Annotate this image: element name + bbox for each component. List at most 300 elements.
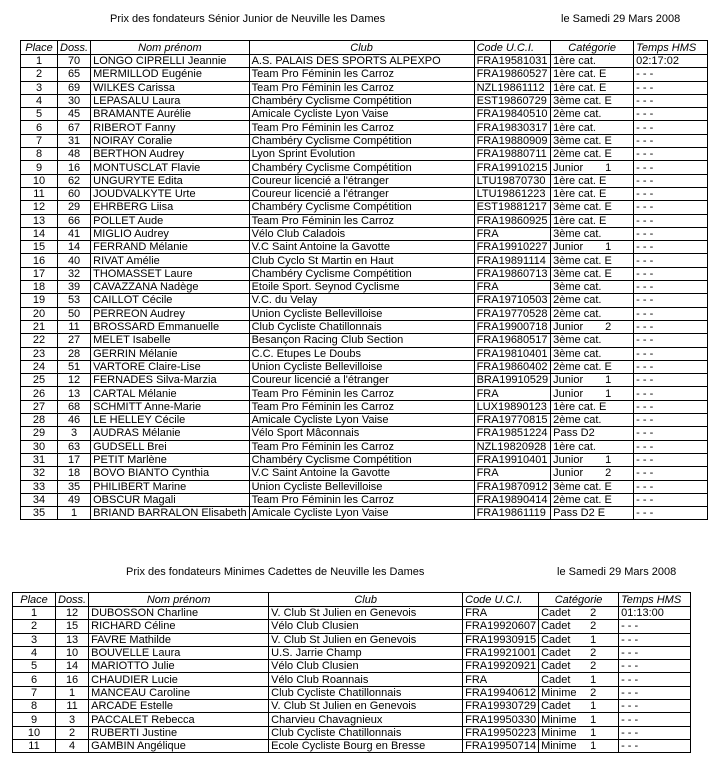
categorie-label: Junior [553,387,584,400]
cell-code-uci: FRA19581031 [474,55,551,68]
cell-club: Lyon Sprint Evolution [249,148,474,161]
categorie-level: 1 [590,700,597,713]
table-row [21,281,708,294]
cell-nom: BRIAND BARRALON Elisabeth [91,507,249,520]
cell-temps: - - - [619,739,691,752]
cell-code-uci: FRA19770815 [474,414,551,427]
cell-place: 11 [21,187,58,200]
cell-temps: - - - [634,320,708,333]
table-header-row [13,593,691,607]
cell-code-uci: FRA [463,607,539,620]
cell-temps: - - - [634,493,708,506]
cell-place: 35 [21,507,58,520]
table-row [21,414,708,427]
cell-nom: JOUDVALKYTE Urte [91,187,249,200]
cell-place: 27 [21,400,58,413]
categorie-label: 1ère cat. [553,55,596,68]
cell-club: Team Pro Féminin les Carroz [249,68,474,81]
cell-place: 10 [21,174,58,187]
categorie-label: 3ème cat. E [553,201,612,214]
categorie-label: Junior [553,454,584,467]
cell-categorie [551,320,634,333]
cell-club: V.C Saint Antoine la Gavotte [249,467,474,480]
cell-nom: UNGURYTE Edita [91,174,249,187]
cell-place: 15 [21,241,58,254]
cell-categorie [551,187,634,200]
cell-place: 29 [21,427,58,440]
table-row [13,726,691,739]
results-table-minimes-cadettes [12,592,691,753]
categorie-label: Cadet [541,620,571,633]
categorie-label: Junior [553,374,584,387]
cell-temps: - - - [619,620,691,633]
cell-club: A.S. PALAIS DES SPORTS ALPEXPO [249,55,474,68]
table-row [21,55,708,68]
categorie-label: 3ème cat. [553,347,602,360]
cell-categorie [551,414,634,427]
categorie-level: 2 [590,607,597,620]
categorie-label: Minime [541,686,577,699]
cell-doss: 11 [58,320,91,333]
categorie-label: 2ème cat. E [553,360,612,373]
cell-place: 9 [13,713,56,726]
cell-code-uci: LUX19890123 [474,400,551,413]
cell-temps: - - - [634,187,708,200]
cell-doss: 62 [58,174,91,187]
cell-nom: BRAMANTE Aurélie [91,108,249,121]
cell-doss: 13 [58,387,91,400]
cell-club: Vélo Club Clusien [269,620,463,633]
cell-temps: - - - [634,480,708,493]
cell-place: 20 [21,307,58,320]
cell-place: 6 [21,121,58,134]
cell-nom: RICHARD Céline [89,620,269,633]
cell-place: 8 [13,700,56,713]
cell-nom: NOIRAY Coralie [91,134,249,147]
table-row [21,241,708,254]
categorie-label: Junior [553,241,584,254]
cell-nom: EHRBERG Liisa [91,201,249,214]
cell-categorie [539,726,619,739]
cell-code-uci: FRA19680517 [474,334,551,347]
cell-categorie [551,94,634,107]
cell-code-uci: FRA19710503 [474,294,551,307]
cell-categorie [551,55,634,68]
cell-nom: AUDRAS Mélanie [91,427,249,440]
cell-categorie [551,480,634,493]
categorie-level: 1 [590,740,597,753]
categorie-level: 1 [605,374,612,387]
cell-club: Etoile Sport. Seynod Cyclisme [249,281,474,294]
table-row [21,161,708,174]
cell-doss: 2 [56,726,89,739]
cell-doss: 10 [56,646,89,659]
cell-temps: - - - [634,334,708,347]
table-row [21,374,708,387]
table-row [13,713,691,726]
cell-club: V. Club St Julien en Genevois [269,700,463,713]
cell-nom: GERRIN Mélanie [91,347,249,360]
cell-categorie [551,161,634,174]
categorie-level: 1 [605,161,612,174]
cell-club: Team Pro Féminin les Carroz [249,121,474,134]
categorie-level: 1 [590,673,597,686]
table-row [21,148,708,161]
cell-code-uci: FRA19910227 [474,241,551,254]
cell-categorie [551,453,634,466]
cell-club: Team Pro Féminin les Carroz [249,387,474,400]
cell-doss: 46 [58,414,91,427]
cell-nom: CARTAL Mélanie [91,387,249,400]
cell-nom: CAILLOT Cécile [91,294,249,307]
cell-categorie [539,700,619,713]
cell-temps: - - - [619,726,691,739]
cell-doss: 63 [58,440,91,453]
cell-doss: 3 [58,427,91,440]
cell-categorie [539,660,619,673]
cell-place: 13 [21,214,58,227]
cell-place: 32 [21,467,58,480]
table-header-row [21,41,708,55]
table-row [13,607,691,620]
categorie-level: 1 [590,713,597,726]
categorie-label: Pass D2 [553,427,595,440]
cell-nom: PERREON Audrey [91,307,249,320]
categorie-label: 3ème cat. E [553,134,612,147]
cell-doss: 4 [56,739,89,752]
categorie-label: Minime [541,740,577,753]
categorie-label: 2ème cat. E [553,148,612,161]
cell-place: 3 [21,81,58,94]
cell-doss: 45 [58,108,91,121]
cell-code-uci: LTU19861223 [474,187,551,200]
categorie-label: Cadet [541,633,571,646]
categorie-level: 1 [605,241,612,254]
cell-categorie [539,633,619,646]
cell-place: 18 [21,281,58,294]
cell-club: Besançon Racing Club Section [249,334,474,347]
cell-place: 4 [21,94,58,107]
cell-club: Amicale Cycliste Lyon Vaise [249,507,474,520]
cell-categorie [551,81,634,94]
cell-categorie [539,607,619,620]
cell-temps: - - - [634,108,708,121]
cell-doss: 13 [56,633,89,646]
cell-club: Amicale Cycliste Lyon Vaise [249,108,474,121]
cell-nom: PHILIBERT Marine [91,480,249,493]
cell-nom: POLLET Aude [91,214,249,227]
cell-doss: 50 [58,307,91,320]
categorie-level: 2 [605,321,612,334]
cell-doss: 69 [58,81,91,94]
cell-doss: 48 [58,148,91,161]
cell-nom: CAVAZZANA Nadège [91,281,249,294]
categorie-label: 1ère cat. E [553,81,607,94]
cell-temps: - - - [634,347,708,360]
cell-place: 4 [13,646,56,659]
table-row [13,739,691,752]
cell-place: 7 [13,686,56,699]
cell-club: Chambéry Cyclisme Compétition [249,267,474,280]
table-row [21,427,708,440]
table-row [21,453,708,466]
categorie-label: 1ère cat. E [553,68,607,81]
cell-place: 8 [21,148,58,161]
cell-code-uci: FRA19930915 [463,633,539,646]
categorie-label: Junior [553,467,584,480]
cell-code-uci: FRA19920607 [463,620,539,633]
cell-temps: - - - [634,201,708,214]
categorie-label: Junior [553,161,584,174]
table-row [21,267,708,280]
cell-nom: LE HELLEY Cécile [91,414,249,427]
cell-doss: 51 [58,360,91,373]
cell-doss: 67 [58,121,91,134]
header-code-uci: Code U.C.I. [474,41,551,55]
table-row [13,686,691,699]
header-club: Club [249,41,474,55]
cell-code-uci: EST19860729 [474,94,551,107]
categorie-label: 2ème cat. [553,307,602,320]
cell-doss: 35 [58,480,91,493]
cell-club: V.C. du Velay [249,294,474,307]
cell-club: Team Pro Féminin les Carroz [249,214,474,227]
header-doss: Doss. [56,593,89,607]
cell-nom: FAVRE Mathilde [89,633,269,646]
cell-nom: BOVO BIANTO Cynthia [91,467,249,480]
cell-doss: 65 [58,68,91,81]
cell-club: Chambéry Cyclisme Compétition [249,134,474,147]
cell-place: 25 [21,374,58,387]
cell-place: 11 [13,739,56,752]
cell-temps: - - - [634,161,708,174]
cell-club: Club Cyclo St Martin en Haut [249,254,474,267]
cell-club: Team Pro Féminin les Carroz [249,440,474,453]
cell-place: 1 [21,55,58,68]
cell-code-uci: FRA19920921 [463,660,539,673]
table-row [21,174,708,187]
cell-nom: FERRAND Mélanie [91,241,249,254]
categorie-level: 2 [590,620,597,633]
cell-temps: - - - [634,507,708,520]
cell-temps: - - - [619,686,691,699]
cell-doss: 3 [56,713,89,726]
categorie-label: 3ème cat. [553,281,602,294]
categorie-label: Cadet [541,647,571,660]
cell-categorie [539,739,619,752]
categorie-level: 1 [590,726,597,739]
cell-nom: SCHMITT Anne-Marie [91,400,249,413]
cell-doss: 15 [56,620,89,633]
cell-categorie [551,241,634,254]
cell-nom: GAMBIN Angélique [89,739,269,752]
categorie-label: Cadet [541,660,571,673]
categorie-level: 1 [590,633,597,646]
categorie-label: Cadet [541,673,571,686]
table-row [21,81,708,94]
cell-place: 3 [13,633,56,646]
cell-categorie [551,267,634,280]
cell-code-uci: FRA19860713 [474,267,551,280]
cell-nom: MONTUSCLAT Flavie [91,161,249,174]
cell-categorie [539,646,619,659]
cell-nom: VARTORE Claire-Lise [91,360,249,373]
cell-code-uci: FRA [463,673,539,686]
cell-place: 16 [21,254,58,267]
cell-place: 1 [13,607,56,620]
header-nom: Nom prénom [91,41,249,55]
cell-temps: - - - [634,467,708,480]
cell-categorie [539,686,619,699]
cell-categorie [551,347,634,360]
categorie-level: 2 [590,647,597,660]
cell-temps: - - - [634,254,708,267]
cell-temps: - - - [634,453,708,466]
categorie-level: 1 [605,387,612,400]
cell-nom: GUDSELL Brei [91,440,249,453]
cell-categorie [551,254,634,267]
table-row [21,121,708,134]
cell-club: Club Cycliste Chatillonnais [269,726,463,739]
cell-categorie [551,307,634,320]
cell-club: Coureur licencié a l'étranger [249,174,474,187]
cell-place: 2 [21,68,58,81]
cell-place: 30 [21,440,58,453]
cell-doss: 16 [56,673,89,686]
cell-doss: 49 [58,493,91,506]
cell-temps: - - - [634,414,708,427]
categorie-label: Cadet [541,700,571,713]
cell-temps: - - - [634,267,708,280]
cell-code-uci: FRA19880711 [474,148,551,161]
cell-categorie [551,281,634,294]
cell-nom: MARIOTTO Julie [89,660,269,673]
cell-place: 24 [21,360,58,373]
cell-club: Vélo Club Caladois [249,227,474,240]
cell-nom: RUBERTI Justine [89,726,269,739]
cell-temps: - - - [634,400,708,413]
cell-club: Team Pro Féminin les Carroz [249,400,474,413]
cell-categorie [551,227,634,240]
cell-code-uci: FRA19830317 [474,121,551,134]
cell-club: Vélo Club Clusien [269,660,463,673]
cell-club: V. Club St Julien en Genevois [269,633,463,646]
cell-temps: - - - [634,227,708,240]
cell-categorie [551,148,634,161]
cell-code-uci: FRA19910401 [474,453,551,466]
table-row [21,201,708,214]
cell-categorie [551,201,634,214]
cell-categorie [551,440,634,453]
categorie-label: 2ème cat. [553,414,602,427]
header-club: Club [269,593,463,607]
categorie-level: 2 [590,660,597,673]
cell-categorie [551,214,634,227]
cell-temps: - - - [619,673,691,686]
cell-code-uci: FRA19810401 [474,347,551,360]
cell-nom: RIBEROT Fanny [91,121,249,134]
categorie-label: 1ère cat. E [553,214,607,227]
categorie-label: 3ème cat. [553,334,602,347]
cell-club: Coureur licencié a l'étranger [249,374,474,387]
cell-categorie [551,121,634,134]
cell-code-uci: LTU19870730 [474,174,551,187]
cell-nom: DUBOSSON Charline [89,607,269,620]
cell-code-uci: FRA [474,227,551,240]
cell-place: 9 [21,161,58,174]
cell-categorie [551,374,634,387]
table-row [13,673,691,686]
cell-temps: - - - [634,68,708,81]
cell-temps: - - - [634,281,708,294]
cell-doss: 40 [58,254,91,267]
table-row [21,334,708,347]
table-row [21,94,708,107]
cell-temps: - - - [619,646,691,659]
cell-categorie [551,387,634,400]
cell-code-uci: FRA19900718 [474,320,551,333]
cell-code-uci: FRA19890414 [474,493,551,506]
cell-doss: 18 [58,467,91,480]
cell-code-uci: FRA19930729 [463,700,539,713]
cell-place: 6 [13,673,56,686]
cell-code-uci: FRA19880909 [474,134,551,147]
cell-temps: - - - [634,134,708,147]
cell-club: Coureur licencié a l'étranger [249,187,474,200]
cell-categorie [551,493,634,506]
cell-nom: MELET Isabelle [91,334,249,347]
cell-categorie [551,294,634,307]
cell-categorie [551,68,634,81]
table-row [21,307,708,320]
cell-temps: - - - [634,374,708,387]
categorie-label: 2ème cat. E [553,493,612,506]
cell-place: 5 [21,108,58,121]
cell-temps: - - - [634,360,708,373]
table-row [21,360,708,373]
categorie-label: 1ère cat. [553,440,596,453]
cell-club: U.S. Jarrie Champ [269,646,463,659]
cell-place: 34 [21,493,58,506]
cell-categorie [539,713,619,726]
cell-club: Club Cycliste Chatillonnais [249,320,474,333]
cell-doss: 14 [58,241,91,254]
table-row [21,214,708,227]
cell-doss: 41 [58,227,91,240]
cell-temps: - - - [634,427,708,440]
categorie-level: 2 [590,686,597,699]
categorie-label: 3ème cat. E [553,254,612,267]
cell-code-uci: FRA [474,281,551,294]
cell-club: V.C Saint Antoine la Gavotte [249,241,474,254]
cell-club: Ecole Cycliste Bourg en Bresse [269,739,463,752]
cell-nom: MANCEAU Caroline [89,686,269,699]
cell-temps: - - - [634,294,708,307]
cell-place: 2 [13,620,56,633]
cell-nom: BOUVELLE Laura [89,646,269,659]
cell-place: 10 [13,726,56,739]
cell-categorie [551,467,634,480]
cell-code-uci: FRA19861119 [474,507,551,520]
cell-temps: - - - [634,174,708,187]
cell-doss: 1 [56,686,89,699]
results-table-senior-junior [20,40,708,520]
categorie-label: Minime [541,713,577,726]
cell-place: 31 [21,453,58,466]
cell-nom: LONGO CIPRELLI Jeannie [91,55,249,68]
cell-temps: - - - [634,94,708,107]
cell-code-uci: FRA19860925 [474,214,551,227]
